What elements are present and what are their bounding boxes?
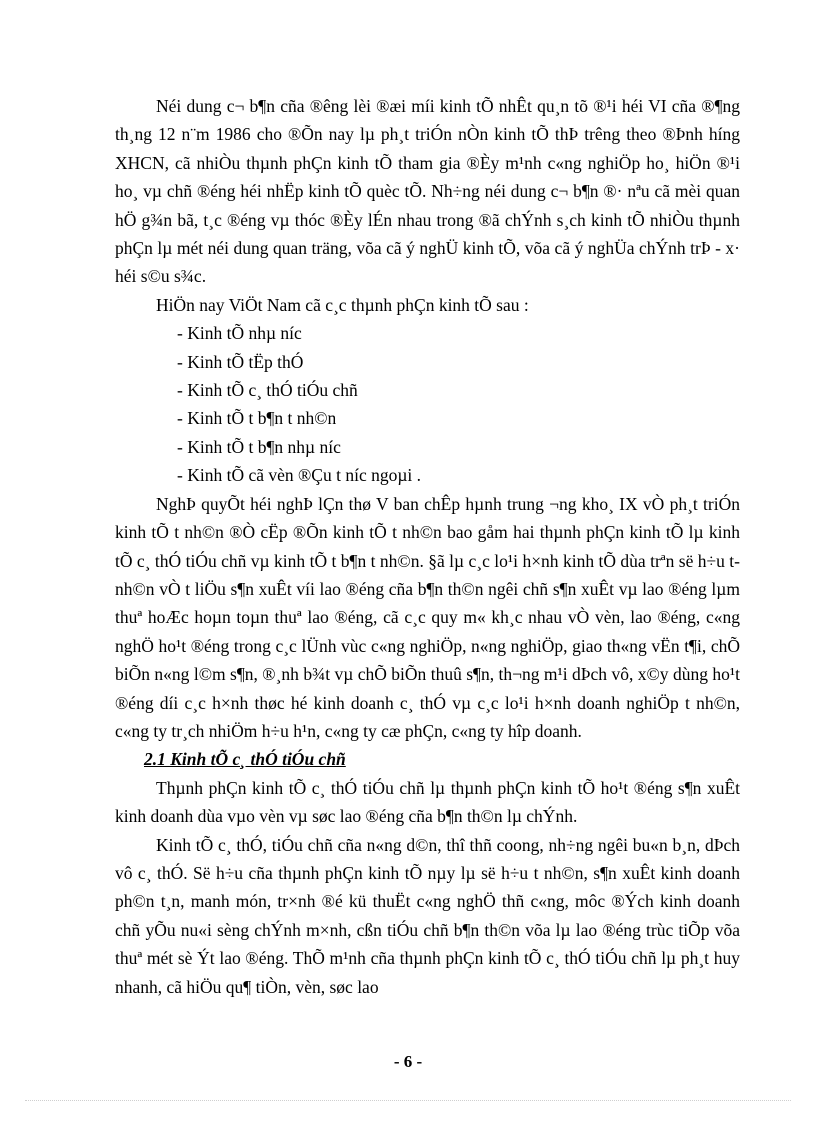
list-item: - Kinh tÕ nhµ níc <box>177 323 302 344</box>
economic-sectors-list <box>115 319 740 489</box>
list-item: - Kinh tÕ t b¶n t nh©n <box>177 408 337 429</box>
paragraph-sectors-intro: HiÖn nay ViÖt Nam cã c¸c thµnh phÇn kinh tÕ sau : <box>156 294 529 315</box>
page-number: - 6 - <box>393 1052 423 1071</box>
paragraph-definition: Thµnh phÇn kinh tÕ c¸ thÓ tiÓu chñ lµ thµnh phÇn kinh tÕ ho¹t ®éng s¶n xuÊt kinh doanh dùa vµo vèn vµ søc lao ®éng cña b¶n th©n lµ chÝnh. <box>115 777 740 827</box>
list-item: - Kinh tÕ cã vèn ®Çu t níc ngoµi . <box>177 465 422 486</box>
section-heading: 2.1 Kinh tÕ c¸ thÓ tiÓu chñ <box>144 749 346 770</box>
paragraph-reform-overview: Néi dung c¬ b¶n cña ®êng lèi ®æi míi kinh tÕ nhÊt qu¸n tõ ®¹i héi VI cña ®¶ng th¸ng 12 n¨m 1986 cho ®Õn nay lµ ph¸t triÓn nÒn kinh tÕ thÞ trêng theo ®Þnh híng XHCN, cã nhiÒu thµnh phÇn kinh tÕ tham gia ®Èy m¹nh c«ng nghiÖp ho¸ hiÖn ®¹i ho¸ vµ chñ ®éng héi nhËp kinh tÕ quèc tÕ. Nh÷ng néi dung c¬ b¶n ®· nªu cã mèi quan hÖ g¾n bã, t¸c ®éng vµ thóc ®Èy lÉn nhau trong ®ã chÝnh s¸ch kinh tÕ nhiÒu thµnh phÇn lµ mét néi dung quan träng, võa cã ý nghÜ kinh tÕ, võa cã ý nghÜa chÝnh trÞ - x· héi s©u s¾c. <box>115 96 740 287</box>
page-body <box>115 92 740 1001</box>
paragraph-characteristics: Kinh tÕ c¸ thÓ, tiÓu chñ cña n«ng d©n, thî thñ coong, nh÷ng ngêi bu«n b¸n, dÞch vô c¸ thÓ. Së h÷u cña thµnh phÇn kinh tÕ nµy lµ së h÷u t nh©n, s¶n xuÊt kinh doanh ph©n t¸n, manh món, tr×nh ®é kü thuËt c«ng nghÖ thñ c«ng, môc ®Ých kinh doanh chñ yÕu nu«i sèng chÝnh m×nh, cßn tiÓu chñ b¶n th©n võa lµ lao ®éng trùc tiÕp võa thuª mét sè Ýt lao ®éng. ThÕ m¹nh cña thµnh phÇn kinh tÕ c¸ thÓ tiÓu chñ lµ ph¸t huy nhanh, cã hiÖu qu¶ tiÒn, vèn, søc lao <box>115 834 740 997</box>
page-bottom-divider <box>25 1100 791 1101</box>
list-item: - Kinh tÕ tËp thÓ <box>177 351 304 372</box>
list-item: - Kinh tÕ c¸ thÓ tiÓu chñ <box>177 380 358 401</box>
paragraph-resolution: NghÞ quyÕt héi nghÞ lÇn thø V ban chÊp hµnh trung ¬ng kho¸ IX vÒ ph¸t triÓn kinh tÕ t nh©n ®Ò cËp ®Õn kinh tÕ t nh©n bao gåm hai thµnh phÇn kinh tÕ lµ kinh tÕ c¸ thÓ tiÓu chñ vµ kinh tÕ t b¶n t nh©n. §ã lµ c¸c lo¹i h×nh kinh tÕ dùa trªn së h÷u t nh©n vÒ t liÖu s¶n xuÊt víi lao ®éng cña b¶n th©n ngêi chñ s¶n xuÊt vµ lao ®éng lµm thuª hoÆc hoµn toµn thuª lao ®éng, cã c¸c quy m« kh¸c nhau vÒ vèn, lao ®éng, c«ng nghÖ ho¹t ®éng trong c¸c lÜnh vùc c«ng nghiÖp, n«ng nghiÖp, giao th«ng vËn t¶i, chÕ biÕn n«ng l©m s¶n, ®¸nh b¾t vµ chÕ biÕn thuû s¶n, th¬ng m¹i dÞch vô, x©y dùng ho¹t ®éng díi c¸c h×nh thøc hé kinh doanh c¸ thÓ vµ c¸c lo¹i h×nh doanh nghiÖp t nh©n, c«ng ty tr¸ch nhiÖm h÷u h¹n, c«ng ty cæ phÇn, c«ng ty hîp doanh. <box>115 493 740 741</box>
list-item: - Kinh tÕ t b¶n nhµ níc <box>177 436 341 457</box>
